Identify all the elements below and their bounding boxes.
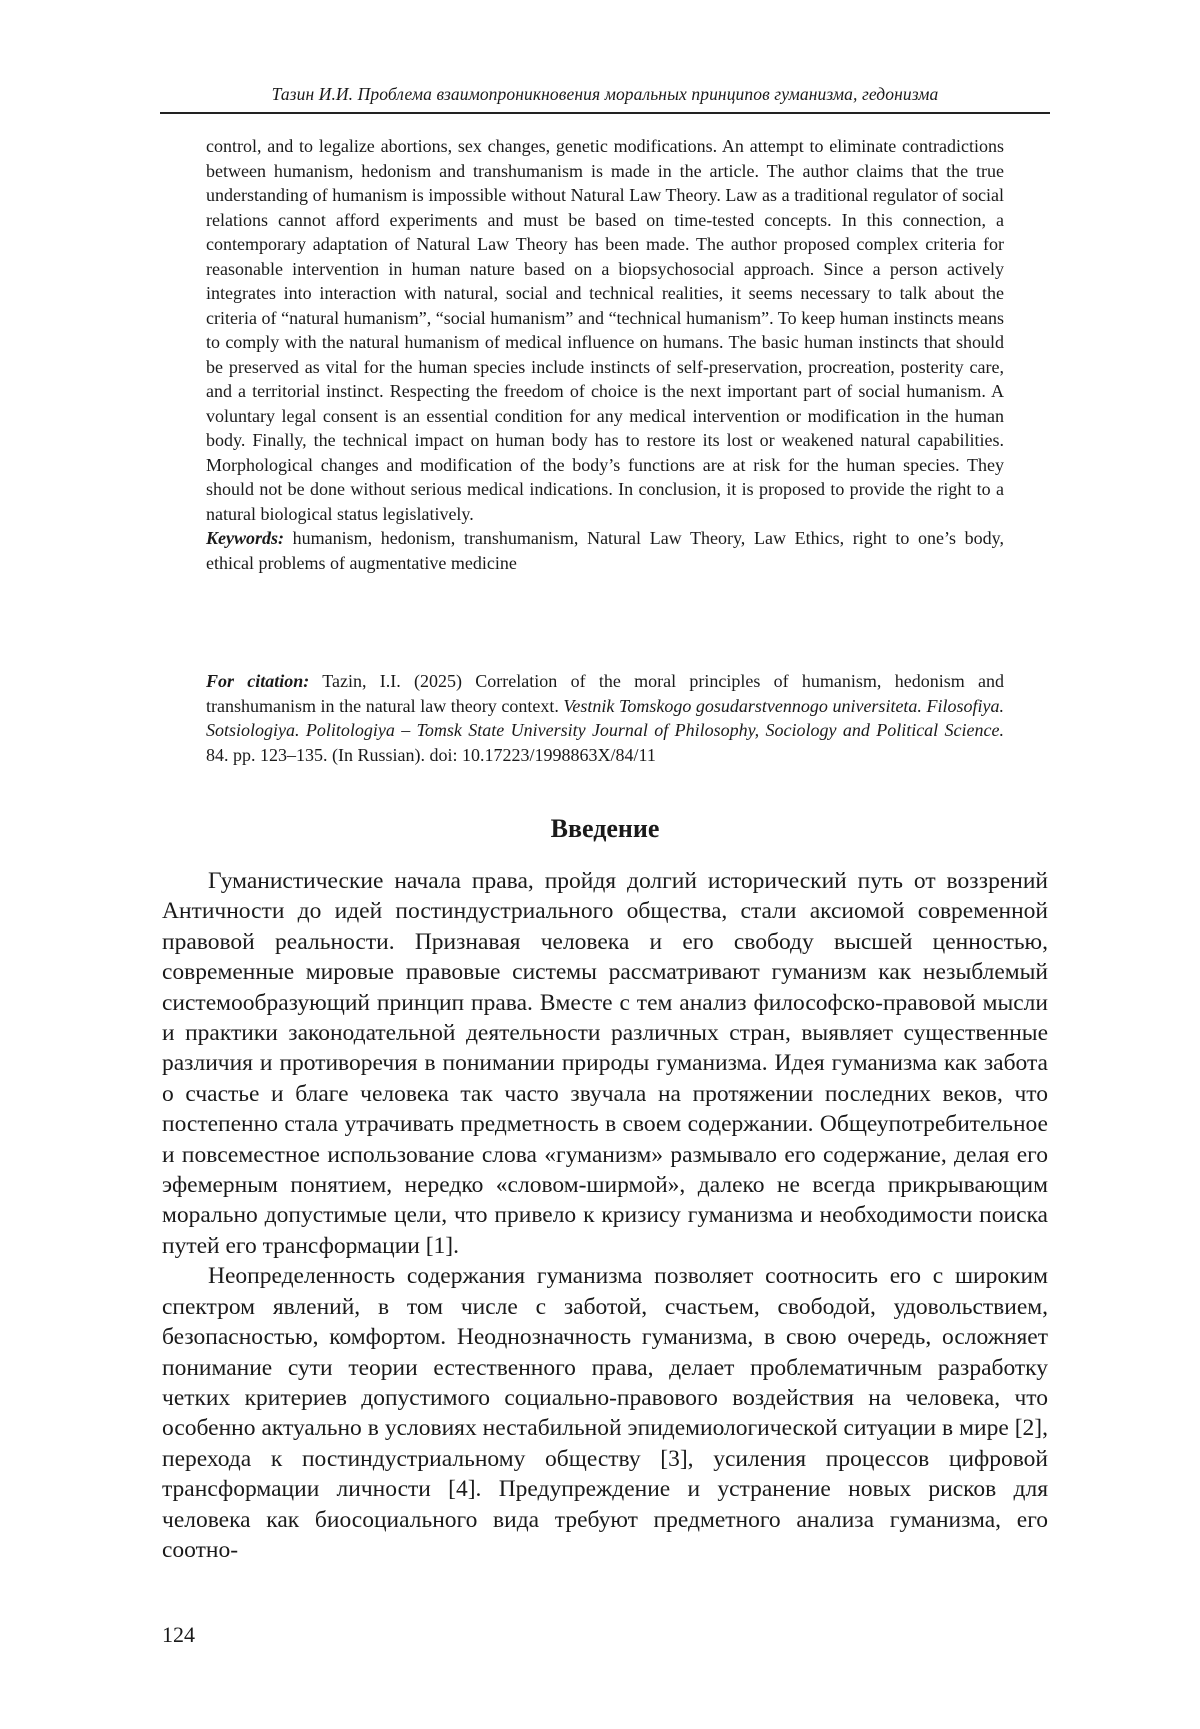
keywords-text: humanism, hedonism, transhumanism, Natural Law Theory, Law Ethics, right to one’s body, ethical problems of augmentative medicine <box>206 528 1004 573</box>
citation-text <box>206 669 1004 767</box>
body-paragraph: Гуманистические начала права, пройдя долгий исторический путь от воззрений Античности до идей постиндустриального общества, стали аксиомой современной правовой реальности. Признавая человека и его свободу высшей ценностью, современные мировые правовые системы рассматривают гуманизм как незыблемый системообразующий принцип права. Вместе с тем анализ философско-правовой мысли и практики законодательной деятельности различных стран, выявляет существенные различия и противоречия в понимании природы гуманизма. Идея гуманизма как забота о счастье и благе человека так часто звучала на протяжении последних веков, что постепенно стала утрачивать предметность в своем содержании. Общеупотребительное и повсеместное использование слова «гуманизм» размывало его содержание, делая его эфемерным понятием, нередко «словом-ширмой», далеко не всегда прикрывающим морально допустимые цели, что привело к кризису гуманизма и необходимости поиска путей его трансформации [1]. <box>162 868 1048 1259</box>
abstract-text: control, and to legalize abortions, sex changes, genetic modifications. An attempt to eliminate contradictions between humanism, hedonism and transhumanism is made in the article. The author claims that the true understanding of humanism is impossible without Natural Law Theory. Law as a traditional regulator of social relations cannot afford experiments and must be based on time-tested concepts. In this connection, a contemporary adaptation of Natural Law Theory has been made. The author proposed complex criteria for reasonable intervention in human nature based on a biopsychosocial approach. Since a person actively integrates into interaction with natural, social and technical realities, it seems necessary to talk about the criteria of “natural humanism”, “social humanism” and “technical humanism”. To keep human instincts means to comply with the natural humanism of medical influence on humans. The basic human instincts that should be preserved as vital for the human species include instincts of self-preservation, procreation, posterity care, and a territorial instinct. Respecting the freedom of choice is the next important part of social humanism. A voluntary legal consent is an essential condition for any medical intervention or modification in the human body. Finally, the technical impact on human body has to restore its lost or weakened natural capabilities. Morphological changes and modification of the body’s functions are at risk for the human species. They should not be done without serious medical indications. In conclusion, it is proposed to provide the right to a natural biological status legislatively. <box>206 136 1004 524</box>
section-heading: Введение <box>550 814 660 843</box>
body-text <box>162 866 1048 1565</box>
abstract-block <box>206 134 1004 575</box>
keywords-line <box>206 526 1004 575</box>
citation-part-2: 84. pp. 123–135. (In Russian). doi: 10.17223/1998863X/84/11 <box>206 744 656 765</box>
keywords-label: Keywords: <box>206 528 284 548</box>
citation-label: For citation: <box>206 671 310 691</box>
body-paragraph: Неопределенность содержания гуманизма позволяет соотносить его с широким спектром явлений, в том числе с заботой, счастьем, свободой, удовольствием, безопасностью, комфортом. Неоднозначность гуманизма, в свою очередь, осложняет понимание сути теории естественного права, делает проблематичным разработку четких критериев допустимого социально-правового воздействия на человека, что особенно актуально в условиях нестабильной эпидемиологической ситуации в мире [2], перехода к постиндустриальному обществу [3], усиления процессов цифровой трансформации личности [4]. Предупреждение и устранение новых рисков для человека как биосоциального вида требуют предметного анализа гуманизма, его соотно- <box>162 1263 1048 1563</box>
running-header: Тазин И.И. Проблема взаимопроникновения моральных принципов гуманизма, гедонизма <box>271 84 939 104</box>
header-divider <box>160 112 1050 114</box>
citation-part-1: Tazin, I.I. (2025) Correlation of the moral principles of humanism, hedonism and transhumanism in the natural law theory context. <box>206 671 1004 716</box>
page-number: 124 <box>162 1622 195 1647</box>
citation-journal: Vestnik Tomskogo gosudarstvennogo universiteta. Filosofiya. Sotsiologiya. Politologiya – Tomsk State University Journal of Philosophy, Sociology and Political Science. <box>206 695 1004 740</box>
citation-block <box>206 669 1004 767</box>
